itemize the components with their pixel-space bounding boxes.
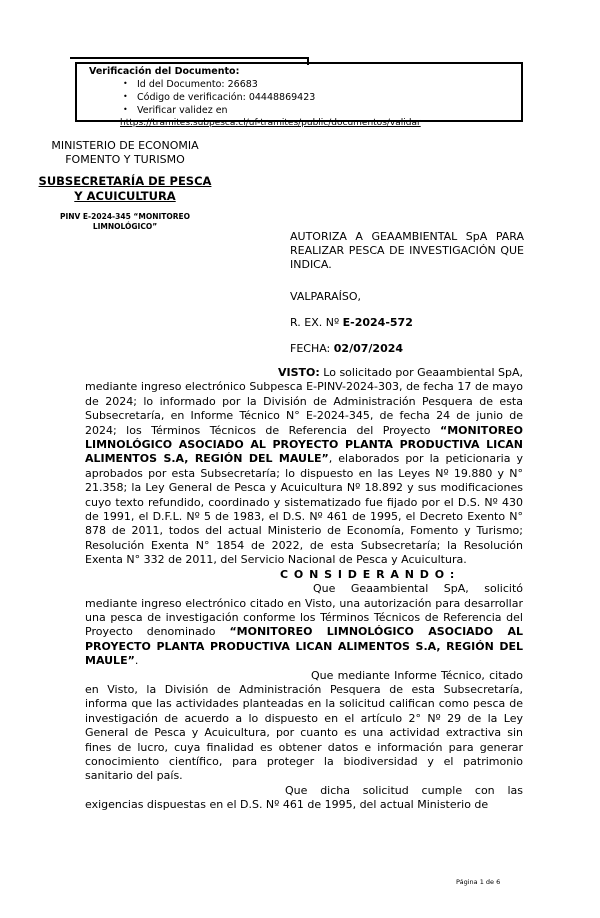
letterhead: [30, 139, 220, 232]
agency-name-line1: SUBSECRETARÍA DE PESCA: [38, 174, 212, 188]
resolution-subject: AUTORIZA A GEAAMBIENTAL SpA PARA REALIZAR PESCA DE INVESTIGACIÓN QUE INDICA.: [290, 230, 524, 271]
verification-list: [89, 78, 509, 117]
document-reference-line1: PINV E-2024-345 “MONITOREO: [59, 212, 191, 221]
verification-item-code: [123, 91, 509, 104]
verification-item-text: Verificar validez en: [137, 105, 228, 116]
verification-url-link[interactable]: https://tramites.subpesca.cl/uf-tramites/public/documentos/validar: [120, 118, 421, 128]
document-body: [85, 366, 523, 813]
verification-item-id: [123, 78, 509, 91]
visto-text-2: , elaborados por la peticionaria y aprobados por esta Subsecretaría; lo dispuesto en las Leyes Nº 19.880 y N° 21.358; la Ley General de Pesca y Acuicultura Nº 18.892 y sus modificaciones cuyo texto refundido, coordinado y sistematizado fue fijado por el D.S. Nº 430 de 1991, el D.F.L. Nº 5 de 1983, el D.S. Nº 461 de 1995, el Decreto Exento N° 878 de 2011, todos del actual Ministerio de Economía, Fomento y Turismo; Resolución Exenta N° 1854 de 2022, de esta Subsecretaría; la Resolución Exenta N° 332 de 2011, del Servicio Nacional de Pesca y Acuicultura.: [85, 452, 524, 567]
ministry-name-line1: MINISTERIO DE ECONOMIA: [51, 139, 199, 152]
visto-project-name: “MONITOREO LIMNOLÓGICO ASOCIADO AL PROYECTO PLANTA PRODUCTIVA LICAN ALIMENTOS S.A, REGIÓN DEL MAULE”: [85, 423, 523, 466]
bullet-icon: •: [123, 105, 128, 114]
verification-item-text: Id del Documento: 26683: [137, 79, 258, 90]
considerando-heading: C O N S I D E R A N D O :: [280, 567, 456, 581]
bullet-icon: •: [123, 92, 128, 101]
city-line: VALPARAÍSO,: [290, 290, 362, 303]
page-number-indicator: Página 1 de 6: [456, 878, 501, 886]
agency-name-line2: Y ACUICULTURA: [74, 189, 176, 203]
visto-text-1: Lo solicitado por Geaambiental SpA, mediante ingreso electrónico Subpesca E-PINV-2024-303, de fecha 17 de mayo de 2024; lo informado por la División de Administración Pesquera de esta Subsecretaría, en Informe Técnico N° E-2024-345, de fecha 24 de junio de 2024; los Términos Técnicos de Referencia del Proyecto: [85, 366, 523, 437]
date-line: [290, 342, 403, 355]
considerando-1-period: .: [134, 654, 139, 668]
considerando-paragraph-3: Que dicha solicitud cumple con las exigencias dispuestas en el D.S. Nº 461 de 1995, del actual Ministerio de: [85, 783, 523, 812]
date-value: 02/07/2024: [333, 342, 404, 355]
considerando-1-text: Que Geaambiental SpA, solicitó mediante ingreso electrónico citado en Visto, una autorización para desarrollar una pesca de investigación conforme los Términos Técnicos de Referencia del Proyecto denominado: [85, 582, 523, 639]
verification-title: Verificación del Documento:: [89, 66, 240, 77]
verification-item-text: Código de verificación: 04448869423: [137, 92, 316, 103]
visto-paragraph: [85, 366, 523, 568]
visto-label: VISTO:: [278, 366, 320, 379]
verification-item-validate: [123, 104, 509, 117]
ministry-name-line2: FOMENTO Y TURISMO: [65, 153, 185, 166]
bullet-icon: •: [123, 79, 128, 88]
considerando-paragraph-2: Que mediante Informe Técnico, citado en Visto, la División de Administración Pesquera de esta Subsecretaría, informa que las actividades planteadas en la solicitud califican como pesca de investigación de acuerdo a lo dispuesto en el artículo 2° Nº 29 de la Ley General de Pesca y Acuicultura, por cuanto es una actividad extractiva sin fines de lucro, cuya finalidad es obtener datos e información para generar conocimiento científico, para proteger la biodiversidad y el patrimonio sanitario del país.: [85, 668, 523, 783]
resolution-number-label: R. EX. Nº: [290, 316, 343, 329]
date-label: FECHA:: [290, 342, 334, 355]
resolution-number-line: [290, 316, 413, 329]
considerando-paragraph-1: [85, 582, 523, 668]
resolution-number-value: E-2024-572: [342, 316, 413, 329]
verification-box: [75, 62, 523, 128]
considerando-1-project-name: “MONITOREO LIMNOLÓGICO ASOCIADO AL PROYECTO PLANTA PRODUCTIVA LICAN ALIMENTOS S.A, REGIÓN DEL MAULE”: [85, 625, 523, 668]
document-reference-line2: LIMNOLÓGICO”: [92, 222, 158, 231]
